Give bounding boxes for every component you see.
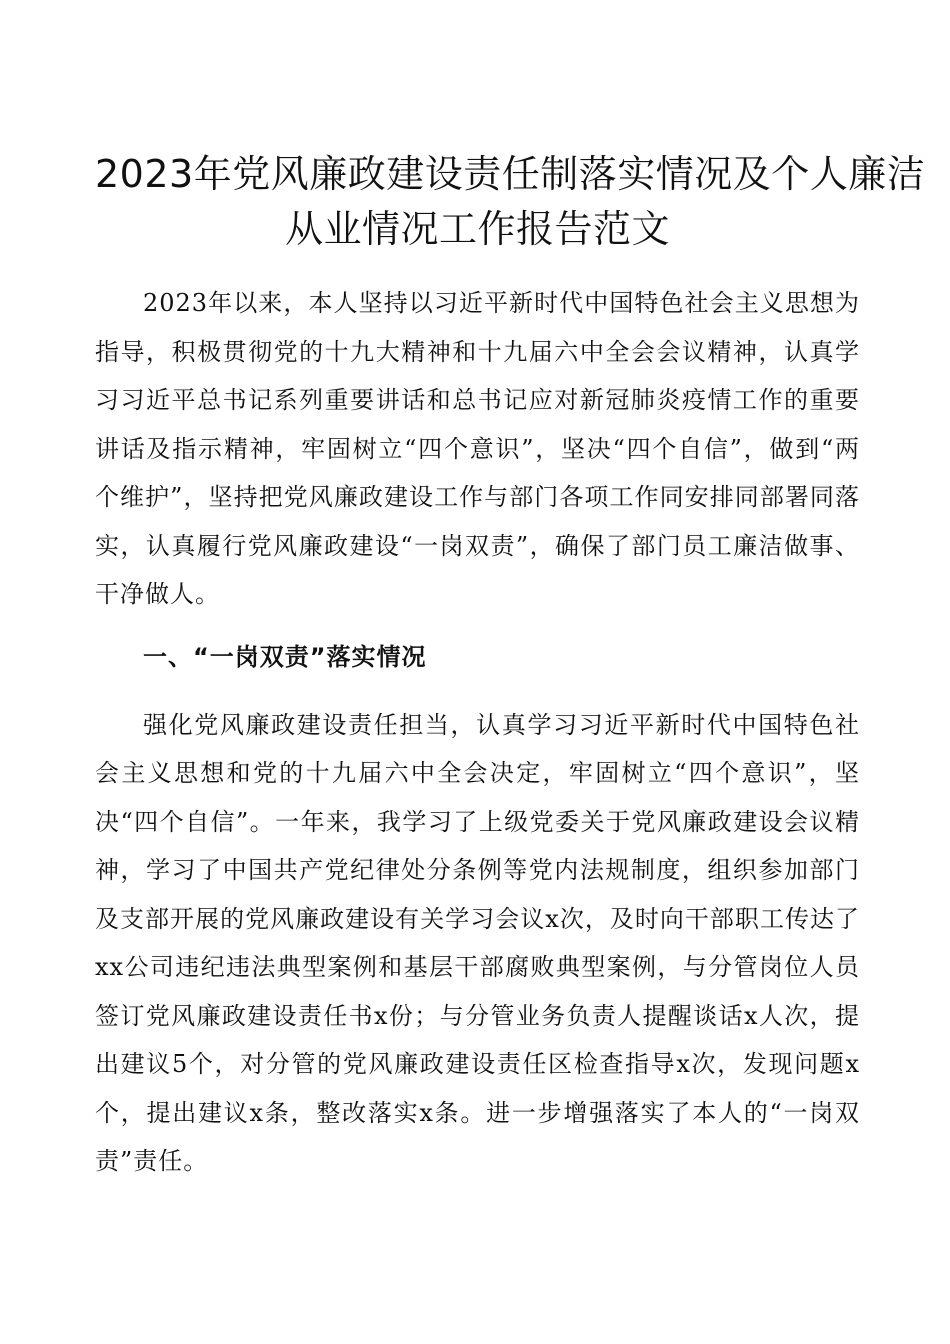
document-page (95, 0, 926, 1186)
document-title (95, 0, 926, 257)
title-line-2: 从业情况工作报告范文 (284, 207, 670, 251)
section-1-paragraph: 强化党风廉政建设责任担当，认真学习习近平新时代中国特色社会主义思想和党的十九届六中全会决定，牢固树立“四个意识”，坚决“四个自信”。一年来，我学习了上级党委关于党风廉政建设会议精神，学习了中国共产党纪律处分条例等党内法规制度，组织参加部门及支部开展的党风廉政建设有关学习会议x次，及时向干部职工传达了xx公司违纪违法典型案例和基层干部腐败典型案例，与分管岗位人员签订党风廉政建设责任书x份；与分管业务负责人提醒谈话x人次，提出建议5个，对分管的党风廉政建设责任区检查指导x次，发现问题x个，提出建议x条，整改落实x条。进一步增强落实了本人的“一岗双责”责任。 (95, 710, 860, 1175)
title-line-1: 2023年党风廉政建设责任制落实情况及个人廉洁 (95, 152, 926, 196)
section-heading-1: 一、“一岗双责”落实情况 (143, 642, 427, 671)
intro-paragraph: 2023年以来，本人坚持以习近平新时代中国特色社会主义思想为指导，积极贯彻党的十九大精神和十九届六中全会会议精神，认真学习习近平总书记系列重要讲话和总书记应对新冠肺炎疫情工作的重要讲话及指示精神，牢固树立“四个意识”，坚决“四个自信”，做到“两个维护”，坚持把党风廉政建设工作与部门各项工作同安排同部署同落实，认真履行党风廉政建设“一岗双责”，确保了部门员工廉洁做事、干净做人。 (95, 289, 860, 608)
